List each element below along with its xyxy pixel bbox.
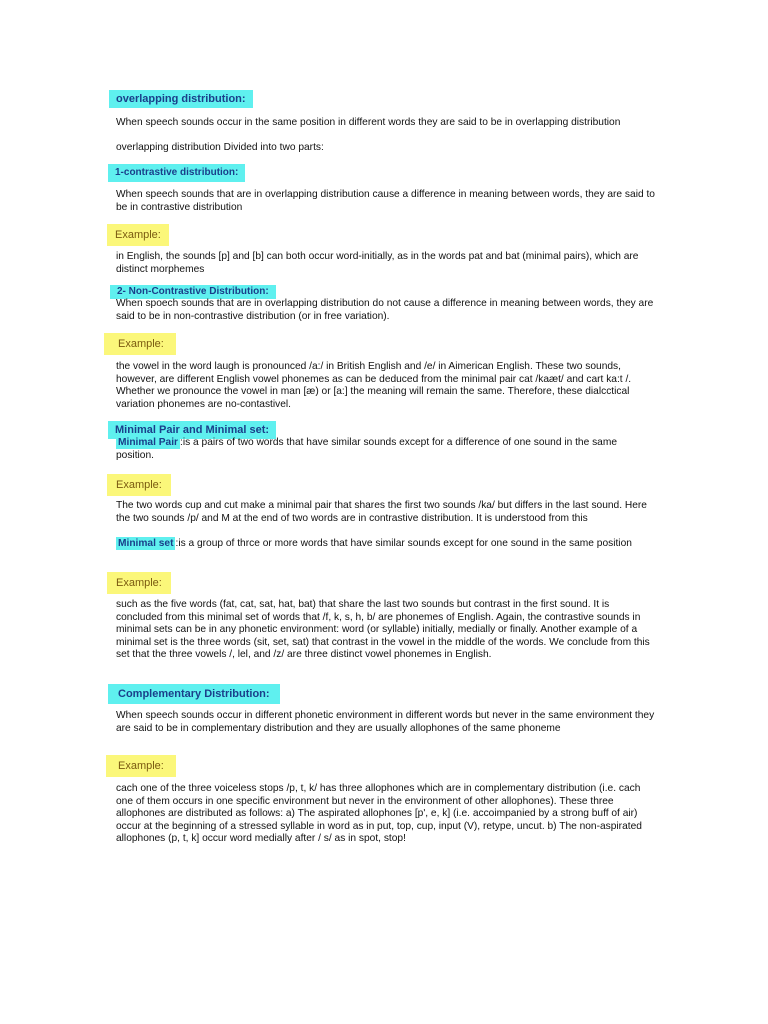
heading-minimal-pair-and-set: Minimal Pair and Minimal set:	[108, 421, 276, 439]
heading-non-contrastive-distribution: 2- Non-Contrastive Distribution:	[110, 285, 276, 299]
overlapping-definition: When speech sounds occur in the same position in different words they are said to be in overlapping distribution	[116, 117, 621, 128]
example-label-1: Example:	[107, 224, 169, 246]
noncontrastive-example: the vowel in the word laugh is pronounced /a:/ in British English and /e/ in Aimerican English. These two sounds, however, are different English vowel phonemes as can be deduced from the minimal pair cat /kaæt/ and cart ka:t /. Whether we pronounce the vowel in man [æ) or [a:] the meaning will remain the same. Therefore, these dialcctical variation phonemes are no-contastivel.	[116, 361, 632, 410]
minimal-pair-definition: :is a pairs of two words that have similar sounds except for a difference of one sound in the same position.	[116, 437, 617, 461]
minimal-set-example: such as the five words (fat, cat, sat, hat, bat) that share the last two sounds but contrast in the first sound. It is concluded from this minimal set of words that /f, k, s, h, b/ are phonemes of English. Again, the contrastive sounds in minimal sets can be in any phonetic environment: word (or syllable) initially, medially or finally. Another example of a minimal set is the three words (sit, set, sat) that contrast in the vowel in the middle of the words. We conclude from this set that the three vowels /, lel, and /z/ are three distinct vowel phonemes in English.	[116, 599, 650, 660]
example-label-2: Example:	[104, 333, 176, 355]
heading-overlapping-distribution: overlapping distribution:	[109, 90, 253, 108]
example-label-4: Example:	[107, 572, 171, 594]
minimal-pair-paragraph	[116, 437, 656, 462]
complementary-definition: When speech sounds occur in different phonetic environment in different words but never in the same environment they are said to be in complementary distribution and they are usually allophones of the same phoneme	[116, 710, 655, 734]
minimal-set-definition: :is a group of thrce or more words that have similar sounds except for one sound in the same position	[175, 538, 632, 549]
noncontrastive-definition: When spoech sounds that are in overlapping distribution do not cause a difference in meaning between words, they are said to be in non-contrastive distribution (or in free variation).	[116, 298, 654, 322]
minimal-set-term: Minimal set	[118, 538, 174, 549]
minimal-set-paragraph	[116, 538, 656, 551]
contrastive-definition: When speech sounds that are in overlapping distribution cause a difference in meaning between words, they are said to be in contrastive distribution	[116, 189, 655, 213]
minimal-pair-term: Minimal Pair	[118, 437, 179, 448]
example-label-5: Example:	[106, 755, 176, 777]
contrastive-example: in English, the sounds [p] and [b] can both occur word-initially, as in the words pat and bat (minimal pairs), which are distinct morphemes	[116, 251, 639, 275]
heading-complementary-distribution: Complementary Distribution:	[108, 684, 280, 704]
minimal-pair-example: The two words cup and cut make a minimal pair that shares the first two sounds /ka/ but differs in the last sound. Here the two sounds /p/ and M at the end of two words are in contrastive distribution. It is understood from this	[116, 500, 647, 524]
overlapping-divided: overlapping distribution Divided into two parts:	[116, 142, 324, 153]
example-label-3: Example:	[107, 474, 171, 496]
complementary-example: cach one of the three voiceless stops /p, t, k/ has three allophones which are in complementary distribution (i.e. cach one of them occurs in one specific environment but never in the environment of other allophones). These three allophones are distributed as follows: a) The aspirated allophones [p', e, k] (i.e. accoimpanied by a strong buff of air) occur at the beginning of a stressed syllable in word as in put, top, cup, input (V), retype, uncut. b) The non-aspirated allophones (p, t, k] occur word medially after / s/ as in spot, stop!	[116, 783, 642, 844]
heading-contrastive-distribution: 1-contrastive distribution:	[108, 164, 245, 182]
